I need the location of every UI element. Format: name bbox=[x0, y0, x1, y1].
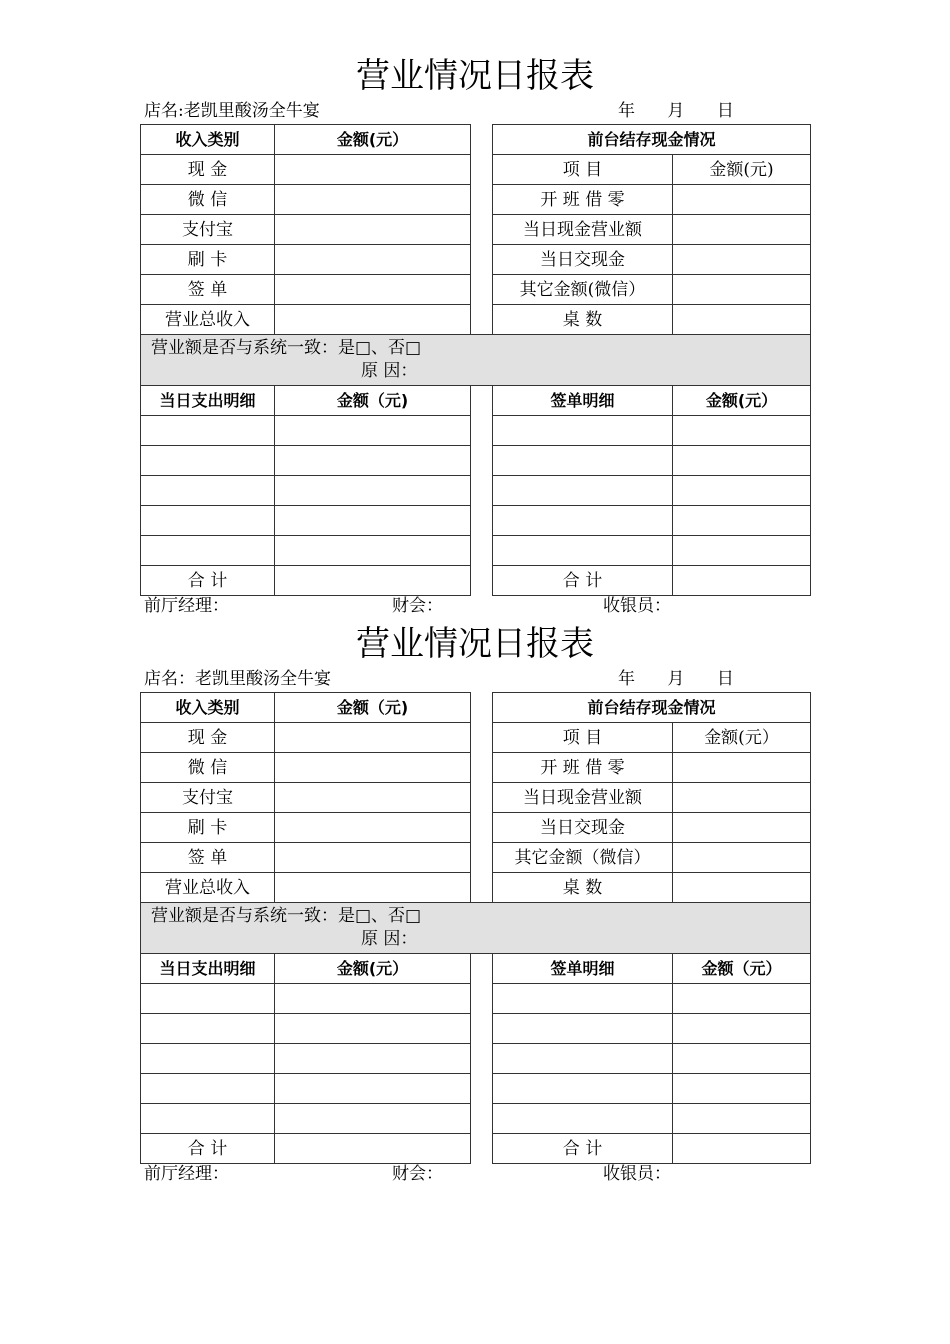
shop-name: 店名：老凯里酸汤全牛宴 bbox=[144, 669, 331, 689]
cash-section-header: 前台结存现金情况 bbox=[493, 125, 811, 155]
expense-amount-header: 金额（元) bbox=[275, 386, 471, 416]
table-row bbox=[141, 155, 811, 185]
detail-row bbox=[141, 476, 811, 506]
cash-item-header: 项 目 bbox=[493, 723, 673, 753]
table-row bbox=[141, 783, 811, 813]
income-category-label: 支付宝 bbox=[141, 215, 275, 245]
gap-cell bbox=[471, 1074, 493, 1104]
income-amount-cell[interactable] bbox=[275, 783, 471, 813]
front-manager-label: 前厅经理： bbox=[144, 1164, 229, 1184]
cash-amount-cell[interactable] bbox=[673, 843, 811, 873]
expense-detail-header: 当日支出明细 bbox=[141, 386, 275, 416]
gap-cell bbox=[471, 984, 493, 1014]
expense-amount-cell[interactable] bbox=[275, 446, 471, 476]
expense-amount-cell[interactable] bbox=[275, 506, 471, 536]
sign-detail-cell[interactable] bbox=[493, 984, 673, 1014]
report-table bbox=[140, 692, 811, 1164]
income-category-label: 营业总收入 bbox=[141, 873, 275, 903]
table-row bbox=[141, 873, 811, 903]
income-amount-cell[interactable] bbox=[275, 305, 471, 335]
expense-detail-cell[interactable] bbox=[141, 506, 275, 536]
date-line: 年 月 日 bbox=[618, 101, 734, 121]
gap-cell bbox=[471, 155, 493, 185]
gap-cell bbox=[471, 446, 493, 476]
detail-header-row bbox=[141, 386, 811, 416]
gap-cell bbox=[471, 125, 493, 155]
cash-amount-cell[interactable] bbox=[673, 753, 811, 783]
cash-amount-header: 金额(元） bbox=[673, 723, 811, 753]
gap-cell bbox=[471, 506, 493, 536]
income-amount-header: 金额(元） bbox=[275, 125, 471, 155]
gap-cell bbox=[471, 476, 493, 506]
expense-amount-cell[interactable] bbox=[275, 416, 471, 446]
gap-cell bbox=[471, 954, 493, 984]
table-row bbox=[141, 215, 811, 245]
expense-amount-cell[interactable] bbox=[275, 476, 471, 506]
sign-amount-cell[interactable] bbox=[673, 1044, 811, 1074]
cash-item-header: 项 目 bbox=[493, 155, 673, 185]
sign-detail-cell[interactable] bbox=[493, 1014, 673, 1044]
gap-cell bbox=[471, 416, 493, 446]
detail-row bbox=[141, 1044, 811, 1074]
detail-row bbox=[141, 1074, 811, 1104]
cash-amount-cell[interactable] bbox=[673, 245, 811, 275]
table-row bbox=[141, 245, 811, 275]
detail-row bbox=[141, 1014, 811, 1044]
cash-amount-cell[interactable] bbox=[673, 275, 811, 305]
sign-amount-cell[interactable] bbox=[673, 1014, 811, 1044]
sign-detail-cell[interactable] bbox=[493, 476, 673, 506]
income-amount-cell[interactable] bbox=[275, 753, 471, 783]
consistency-check-row bbox=[141, 335, 811, 386]
form-title: 营业情况日报表 bbox=[356, 56, 594, 96]
cash-amount-header: 金额(元) bbox=[673, 155, 811, 185]
expense-total-label: 合 计 bbox=[141, 566, 275, 596]
cash-item-label: 当日现金营业额 bbox=[493, 783, 673, 813]
report-table bbox=[140, 124, 811, 596]
cash-item-label: 其它金额(微信） bbox=[493, 275, 673, 305]
cash-item-label: 当日交现金 bbox=[493, 245, 673, 275]
cash-item-label: 开 班 借 零 bbox=[493, 185, 673, 215]
sign-amount-cell[interactable] bbox=[673, 476, 811, 506]
cash-amount-cell[interactable] bbox=[673, 185, 811, 215]
income-category-label: 现 金 bbox=[141, 723, 275, 753]
sign-amount-cell[interactable] bbox=[673, 1104, 811, 1134]
expense-detail-cell[interactable] bbox=[141, 1044, 275, 1074]
sign-detail-cell[interactable] bbox=[493, 446, 673, 476]
reason-label: 原 因： bbox=[361, 361, 418, 381]
reason-label: 原 因： bbox=[361, 929, 418, 949]
cash-amount-cell[interactable] bbox=[673, 215, 811, 245]
expense-amount-cell[interactable] bbox=[275, 536, 471, 566]
expense-amount-cell[interactable] bbox=[275, 1044, 471, 1074]
income-amount-cell[interactable] bbox=[275, 723, 471, 753]
income-category-label: 刷 卡 bbox=[141, 245, 275, 275]
total-row bbox=[141, 566, 811, 596]
gap-cell bbox=[471, 783, 493, 813]
detail-row bbox=[141, 416, 811, 446]
sign-amount-cell[interactable] bbox=[673, 506, 811, 536]
gap-cell bbox=[471, 185, 493, 215]
cash-item-label: 当日现金营业额 bbox=[493, 215, 673, 245]
expense-amount-cell[interactable] bbox=[275, 984, 471, 1014]
sign-detail-header: 签单明细 bbox=[493, 386, 673, 416]
income-category-label: 微 信 bbox=[141, 185, 275, 215]
expense-detail-cell[interactable] bbox=[141, 1074, 275, 1104]
form-title: 营业情况日报表 bbox=[356, 624, 594, 664]
sign-total-cell[interactable] bbox=[673, 566, 811, 596]
detail-header-row bbox=[141, 954, 811, 984]
table-row bbox=[141, 305, 811, 335]
detail-row bbox=[141, 1104, 811, 1134]
sign-detail-cell[interactable] bbox=[493, 416, 673, 446]
gap-cell bbox=[471, 386, 493, 416]
sign-detail-cell[interactable] bbox=[493, 1074, 673, 1104]
sign-total-label: 合 计 bbox=[493, 1134, 673, 1164]
expense-detail-header: 当日支出明细 bbox=[141, 954, 275, 984]
gap-cell bbox=[471, 305, 493, 335]
expense-amount-header: 金额(元） bbox=[275, 954, 471, 984]
table-row bbox=[141, 843, 811, 873]
total-row bbox=[141, 1134, 811, 1164]
income-category-label: 支付宝 bbox=[141, 783, 275, 813]
gap-cell bbox=[471, 1014, 493, 1044]
sign-amount-header: 金额（元） bbox=[673, 954, 811, 984]
cash-amount-cell[interactable] bbox=[673, 873, 811, 903]
sign-amount-cell[interactable] bbox=[673, 416, 811, 446]
income-category-header: 收入类别 bbox=[141, 693, 275, 723]
income-amount-cell[interactable] bbox=[275, 813, 471, 843]
gap-cell bbox=[471, 215, 493, 245]
shop-name: 店名:老凯里酸汤全牛宴 bbox=[144, 101, 320, 121]
consistency-check bbox=[141, 335, 811, 386]
gap-cell bbox=[471, 275, 493, 305]
income-amount-cell[interactable] bbox=[275, 155, 471, 185]
sign-amount-cell[interactable] bbox=[673, 446, 811, 476]
cash-item-label: 开 班 借 零 bbox=[493, 753, 673, 783]
sign-detail-cell[interactable] bbox=[493, 1044, 673, 1074]
sign-total-label: 合 计 bbox=[493, 566, 673, 596]
gap-cell bbox=[471, 813, 493, 843]
sign-detail-header: 签单明细 bbox=[493, 954, 673, 984]
gap-cell bbox=[471, 843, 493, 873]
income-amount-cell[interactable] bbox=[275, 873, 471, 903]
sign-detail-cell[interactable] bbox=[493, 536, 673, 566]
cash-item-label: 桌 数 bbox=[493, 873, 673, 903]
front-manager-label: 前厅经理： bbox=[144, 596, 229, 616]
cash-section-header: 前台结存现金情况 bbox=[493, 693, 811, 723]
accountant-label: 财会： bbox=[392, 1164, 443, 1184]
cash-amount-cell[interactable] bbox=[673, 783, 811, 813]
gap-cell bbox=[471, 566, 493, 596]
cash-amount-cell[interactable] bbox=[673, 813, 811, 843]
detail-row bbox=[141, 984, 811, 1014]
sign-detail-cell[interactable] bbox=[493, 1104, 673, 1134]
header-row bbox=[141, 125, 811, 155]
income-amount-cell[interactable] bbox=[275, 185, 471, 215]
income-amount-cell[interactable] bbox=[275, 275, 471, 305]
expense-detail-cell[interactable] bbox=[141, 446, 275, 476]
cash-item-label: 桌 数 bbox=[493, 305, 673, 335]
expense-total-label: 合 计 bbox=[141, 1134, 275, 1164]
consistency-question: 营业额是否与系统一致：是□、否□ bbox=[151, 338, 422, 358]
cash-amount-cell[interactable] bbox=[673, 305, 811, 335]
expense-amount-cell[interactable] bbox=[275, 1104, 471, 1134]
expense-total-cell[interactable] bbox=[275, 566, 471, 596]
gap-cell bbox=[471, 245, 493, 275]
sign-total-cell[interactable] bbox=[673, 1134, 811, 1164]
header-row bbox=[141, 693, 811, 723]
expense-total-cell[interactable] bbox=[275, 1134, 471, 1164]
expense-detail-cell[interactable] bbox=[141, 476, 275, 506]
income-category-label: 现 金 bbox=[141, 155, 275, 185]
consistency-check bbox=[141, 903, 811, 954]
table-row bbox=[141, 753, 811, 783]
gap-cell bbox=[471, 693, 493, 723]
table-row bbox=[141, 813, 811, 843]
gap-cell bbox=[471, 1134, 493, 1164]
gap-cell bbox=[471, 873, 493, 903]
detail-row bbox=[141, 536, 811, 566]
income-amount-header: 金额（元) bbox=[275, 693, 471, 723]
detail-row bbox=[141, 446, 811, 476]
date-line: 年 月 日 bbox=[618, 669, 734, 689]
expense-detail-cell[interactable] bbox=[141, 984, 275, 1014]
income-category-label: 签 单 bbox=[141, 275, 275, 305]
income-category-label: 刷 卡 bbox=[141, 813, 275, 843]
table-row bbox=[141, 275, 811, 305]
sign-amount-cell[interactable] bbox=[673, 984, 811, 1014]
income-category-label: 签 单 bbox=[141, 843, 275, 873]
sign-amount-cell[interactable] bbox=[673, 536, 811, 566]
gap-cell bbox=[471, 1044, 493, 1074]
expense-amount-cell[interactable] bbox=[275, 1074, 471, 1104]
table-row bbox=[141, 185, 811, 215]
gap-cell bbox=[471, 536, 493, 566]
income-category-label: 微 信 bbox=[141, 753, 275, 783]
cash-item-label: 其它金额（微信） bbox=[493, 843, 673, 873]
cashier-label: 收银员： bbox=[603, 596, 671, 616]
expense-detail-cell[interactable] bbox=[141, 1014, 275, 1044]
income-category-header: 收入类别 bbox=[141, 125, 275, 155]
income-category-label: 营业总收入 bbox=[141, 305, 275, 335]
income-amount-cell[interactable] bbox=[275, 215, 471, 245]
gap-cell bbox=[471, 723, 493, 753]
expense-detail-cell[interactable] bbox=[141, 1104, 275, 1134]
expense-detail-cell[interactable] bbox=[141, 536, 275, 566]
consistency-question: 营业额是否与系统一致：是□、否□ bbox=[151, 906, 422, 926]
table-row bbox=[141, 723, 811, 753]
gap-cell bbox=[471, 753, 493, 783]
accountant-label: 财会： bbox=[392, 596, 443, 616]
expense-amount-cell[interactable] bbox=[275, 1014, 471, 1044]
consistency-check-row bbox=[141, 903, 811, 954]
expense-detail-cell[interactable] bbox=[141, 416, 275, 446]
detail-row bbox=[141, 506, 811, 536]
cashier-label: 收银员： bbox=[603, 1164, 671, 1184]
sign-detail-cell[interactable] bbox=[493, 506, 673, 536]
cash-item-label: 当日交现金 bbox=[493, 813, 673, 843]
gap-cell bbox=[471, 1104, 493, 1134]
income-amount-cell[interactable] bbox=[275, 245, 471, 275]
sign-amount-cell[interactable] bbox=[673, 1074, 811, 1104]
income-amount-cell[interactable] bbox=[275, 843, 471, 873]
sign-amount-header: 金额(元） bbox=[673, 386, 811, 416]
